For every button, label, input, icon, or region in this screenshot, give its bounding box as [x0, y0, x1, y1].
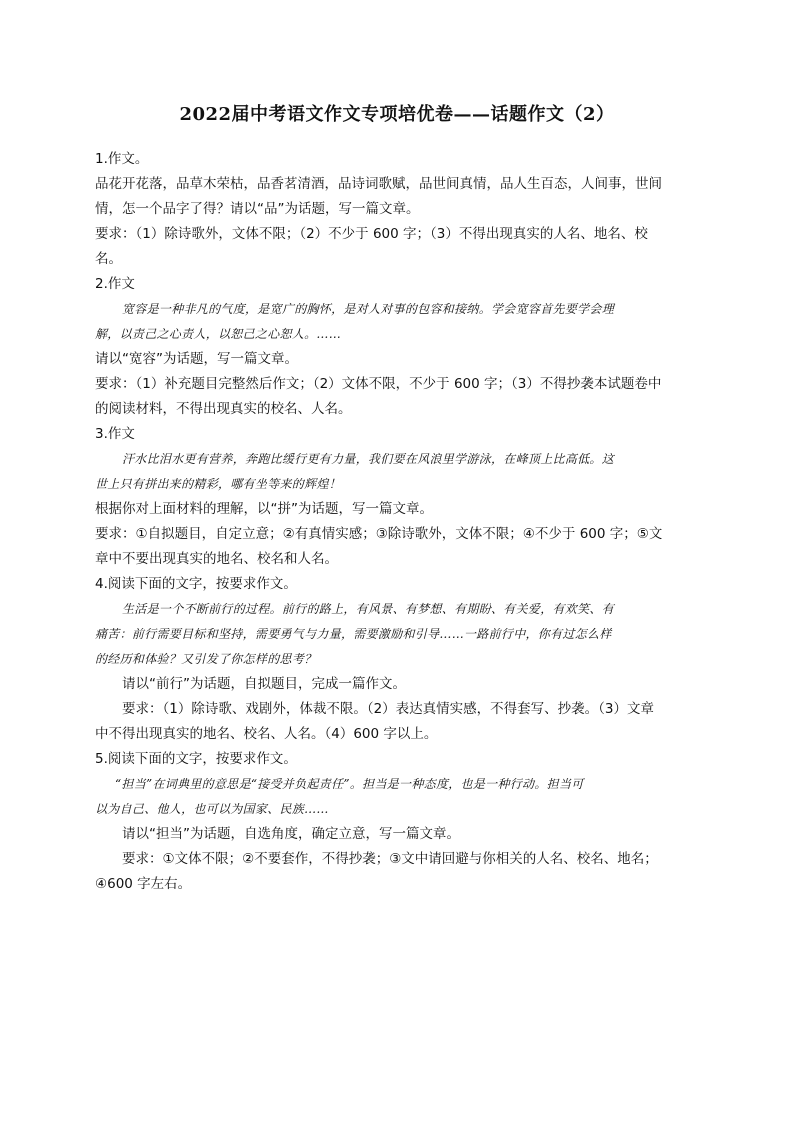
q5-prompt: 请以“担当”为话题，自选角度，确定立意，写一篇文章。: [122, 826, 460, 842]
q4-requirements-line-1: 要求：（1）除诗歌、戏剧外，体裁不限。（2）表达真情实感，不得套写、抄袭。（3）文章: [122, 701, 655, 717]
q3-heading: 3.作文: [95, 426, 135, 442]
q1-requirements-line-1: 要求：（1）除诗歌外，文体不限；（2）不少于 600 字；（3）不得出现真实的人名、地名、校: [95, 226, 648, 242]
q5-heading: 5.阅读下面的文字，按要求作文。: [95, 751, 297, 767]
q5-quote-line-2: 以为自己、他人，也可以为国家、民族……: [95, 802, 329, 816]
q1-heading: 1.作文。: [95, 151, 149, 167]
q4-heading: 4.阅读下面的文字，按要求作文。: [95, 576, 297, 592]
q2-requirements-line-2: 的阅读材料，不得出现真实的校名、人名。: [95, 401, 352, 417]
q5-requirements-line-1: 要求：①文体不限；②不要套作，不得抄袭；③文中请回避与你相关的人名、校名、地名；: [122, 851, 658, 867]
q4-quote-line-1: 生活是一个不断前行的过程。前行的路上，有风景、有梦想、有期盼、有关爱，有欢笑、有: [122, 602, 615, 616]
page-title: 2022届中考语文作文专项培优卷——话题作文（2）: [179, 104, 615, 125]
q2-prompt: 请以“宽容”为话题，写一篇文章。: [95, 351, 298, 367]
q2-requirements-line-1: 要求：（1）补充题目完整然后作文；（2）文体不限，不少于 600 字；（3）不得抄袭本试题卷中: [95, 376, 662, 392]
q1-requirements-line-2: 名。: [95, 251, 122, 267]
q5-quote-line-1: “担当”在词典里的意思是“接受并负起责任”。担当是一种态度，也是一种行动。担当可: [115, 777, 584, 791]
q5-requirements-line-2: ④600 字左右。: [95, 876, 192, 892]
q2-quote-line-1: 宽容是一种非凡的气度，是宽广的胸怀，是对人对事的包容和接纳。学会宽容首先要学会理: [122, 302, 615, 316]
q3-quote-line-2: 世上只有拼出来的精彩，哪有坐等来的辉煌！: [95, 477, 342, 491]
q2-quote-line-2: 解，以责己之心责人，以恕己之心恕人。……: [95, 327, 342, 341]
q3-quote-line-1: 汗水比泪水更有营养，奔跑比缓行更有力量，我们要在风浪里学游泳，在峰顶上比高低。这: [122, 452, 615, 466]
q4-prompt: 请以“前行”为话题，自拟题目，完成一篇作文。: [122, 676, 406, 692]
q1-material-line-2: 情，怎一个品字了得？请以“品”为话题，写一篇文章。: [95, 201, 420, 217]
q4-quote-line-2: 痛苦：前行需要目标和坚持，需要勇气与力量，需要激励和引导……一路前行中，你有过怎么样: [95, 627, 612, 641]
q3-requirements-line-1: 要求：①自拟题目，自定立意；②有真情实感；③除诗歌外，文体不限；④不少于 600 字；⑤文: [95, 526, 663, 542]
document-body: [95, 147, 695, 897]
q4-quote-line-3: 的经历和体验？又引发了你怎样的思考？: [95, 652, 317, 666]
q3-requirements-line-2: 章中不要出现真实的地名、校名和人名。: [95, 551, 338, 567]
q3-prompt: 根据你对上面材料的理解，以“拼”为话题，写一篇文章。: [95, 501, 433, 517]
q4-requirements-line-2: 中不得出现真实的地名、校名、人名。（4）600 字以上。: [95, 726, 438, 742]
q1-material-line-1: 品花开花落，品草木荣枯，品香茗清酒，品诗词歌赋，品世间真情，品人生百态，人间事，世间: [95, 176, 662, 192]
q2-heading: 2.作文: [95, 276, 135, 292]
